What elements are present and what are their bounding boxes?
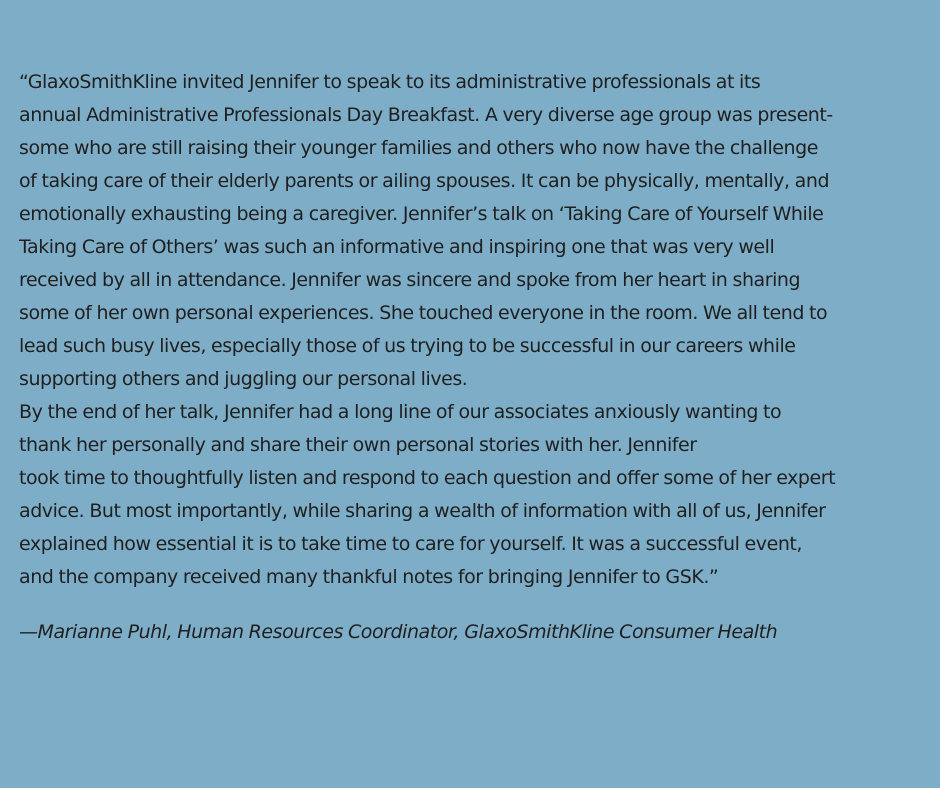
quote-line: and the company received many thankful notes for bringing Jennifer to GSK.”: [19, 566, 719, 588]
quote-line: explained how essential it is to take time to care for yourself. It was a successful event,: [19, 533, 802, 555]
quote-line: thank her personally and share their own personal stories with her. Jennifer: [19, 434, 697, 456]
testimonial-quote: [19, 66, 922, 594]
quote-line: emotionally exhausting being a caregiver. Jennifer’s talk on ‘Taking Care of Yourself While: [19, 203, 824, 225]
quote-line: some who are still raising their younger families and others who now have the challenge: [19, 137, 818, 159]
testimonial-attribution: —Marianne Puhl, Human Resources Coordinator, GlaxoSmithKline Consumer Health: [19, 621, 778, 643]
quote-line: supporting others and juggling our personal lives.: [19, 368, 468, 390]
quote-line: By the end of her talk, Jennifer had a long line of our associates anxiously wanting to: [19, 401, 782, 423]
quote-line: received by all in attendance. Jennifer was sincere and spoke from her heart in sharing: [19, 269, 801, 291]
quote-line: some of her own personal experiences. She touched everyone in the room. We all tend to: [19, 302, 828, 324]
quote-line: advice. But most importantly, while sharing a wealth of information with all of us, Jennifer: [19, 500, 826, 522]
quote-line: took time to thoughtfully listen and respond to each question and offer some of her expert: [19, 467, 836, 489]
quote-line: of taking care of their elderly parents or ailing spouses. It can be physically, mentally, and: [19, 170, 830, 192]
quote-line: “GlaxoSmithKline invited Jennifer to speak to its administrative professionals at its: [19, 71, 761, 93]
quote-line: Taking Care of Others’ was such an informative and inspiring one that was very well: [19, 236, 775, 258]
quote-line: lead such busy lives, especially those of us trying to be successful in our careers while: [19, 335, 796, 357]
quote-line: annual Administrative Professionals Day Breakfast. A very diverse age group was present-: [19, 104, 833, 126]
